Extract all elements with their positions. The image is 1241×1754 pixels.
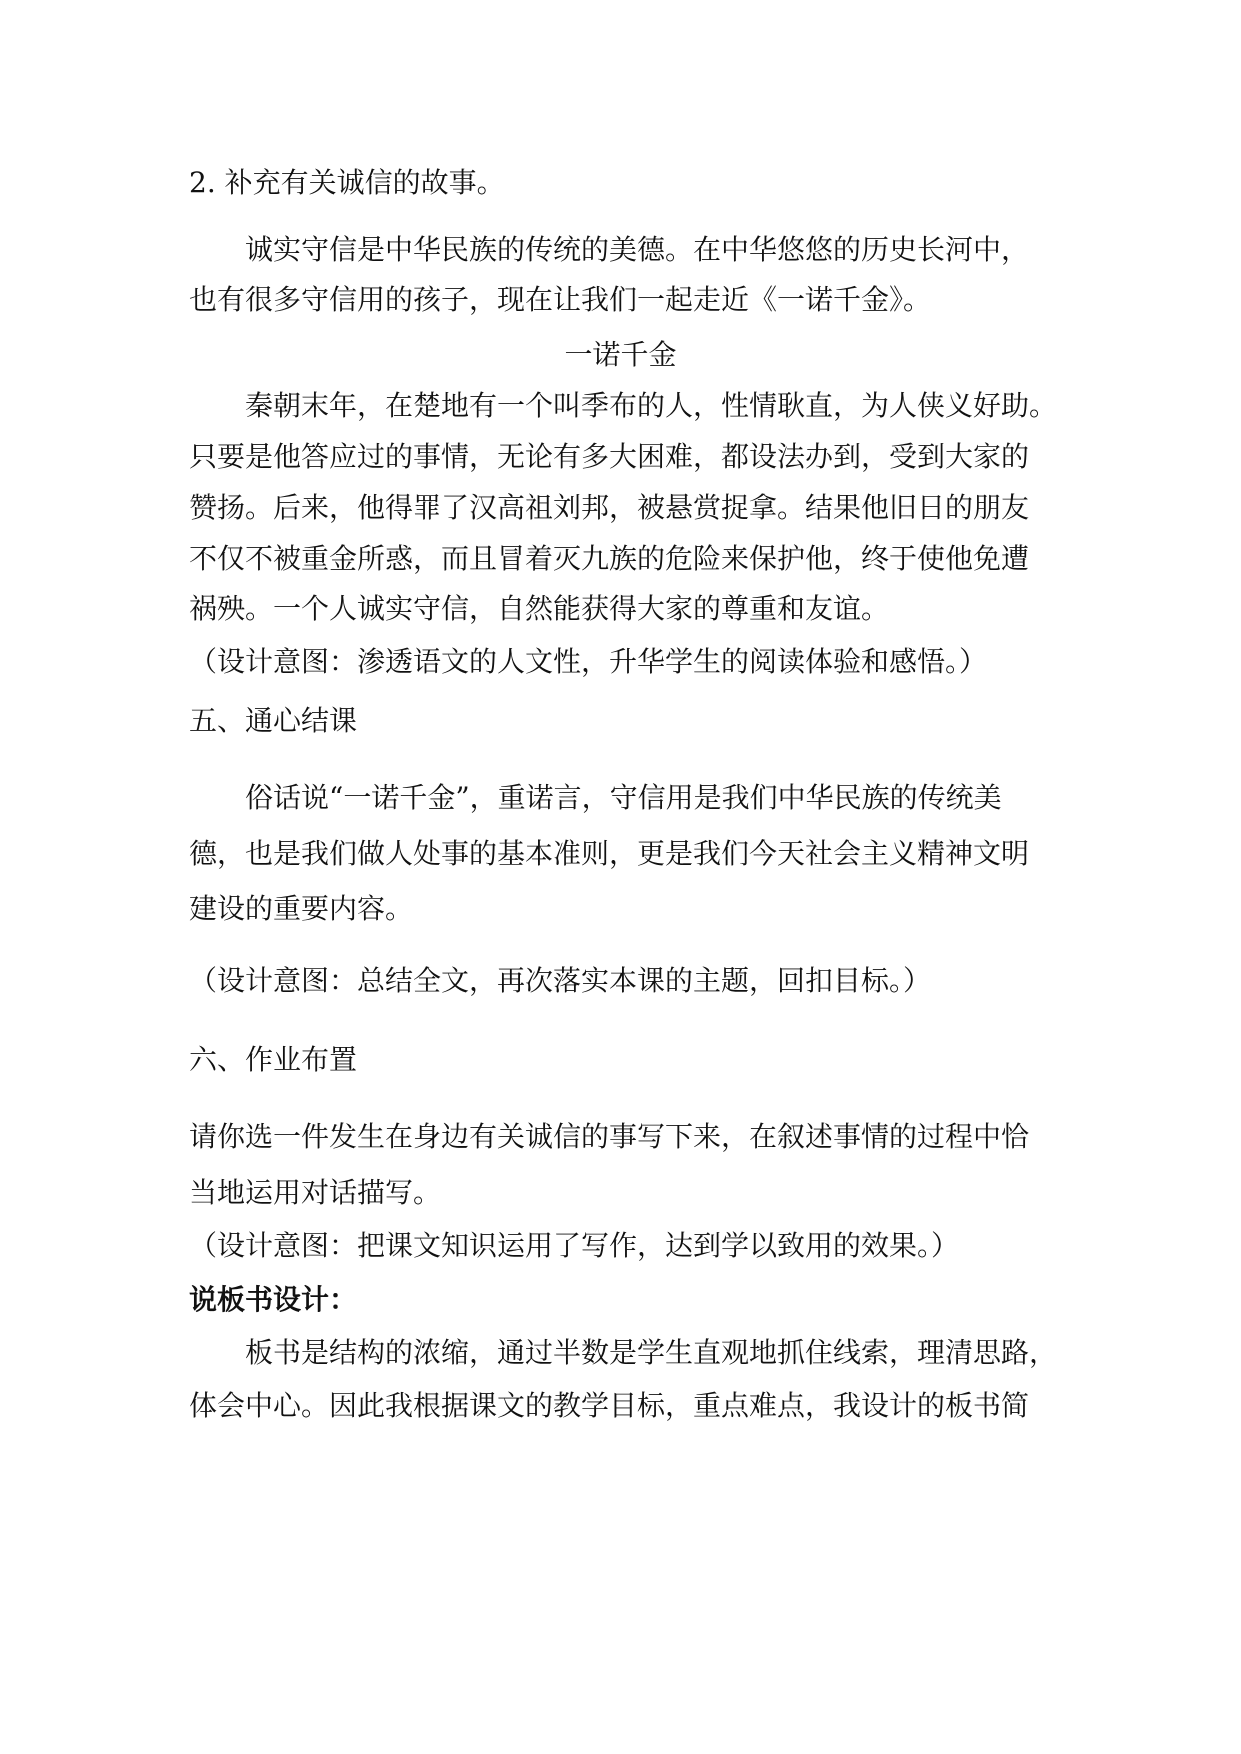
story-line: 不仅不被重金所惑，而且冒着灭九族的危险来保护他，终于使他免遭 <box>189 542 1030 575</box>
section-heading: 六、作业布置 <box>189 1043 358 1076</box>
design-note: （设计意图：渗透语文的人文性，升华学生的阅读体验和感悟。） <box>189 645 988 678</box>
story-line: 只要是他答应过的事情，无论有多大困难，都设法办到，受到大家的 <box>189 440 1030 473</box>
board-line: 板书是结构的浓缩，通过半数是学生直观地抓住线索，理清思路， <box>245 1336 1058 1369</box>
design-note: （设计意图：把课文知识运用了写作，达到学以致用的效果。） <box>189 1229 960 1262</box>
section5-line: 俗话说“一诺千金”，重诺言，守信用是我们中华民族的传统美 <box>245 781 1002 814</box>
intro-line: 诚实守信是中华民族的传统的美德。在中华悠悠的历史长河中， <box>245 233 1030 266</box>
story-line: 祸殃。一个人诚实守信，自然能获得大家的尊重和友谊。 <box>189 592 890 625</box>
story-line: 赞扬。后来，他得罪了汉高祖刘邦，被悬赏捉拿。结果他旧日的朋友 <box>189 491 1030 524</box>
intro-line: 也有很多守信用的孩子，现在让我们一起走近《一诺千金》。 <box>189 283 932 316</box>
section5-line: 德，也是我们做人处事的基本准则，更是我们今天社会主义精神文明 <box>189 837 1030 870</box>
section-heading: 五、通心结课 <box>189 704 358 737</box>
board-line: 体会中心。因此我根据课文的教学目标，重点难点，我设计的板书简 <box>189 1389 1030 1422</box>
story-title: 一诺千金 <box>564 338 677 371</box>
section6-line: 请你选一件发生在身边有关诚信的事写下来，在叙述事情的过程中恰 <box>189 1120 1030 1153</box>
supplement-heading: 2. 补充有关诚信的故事。 <box>189 166 505 199</box>
board-heading: 说板书设计： <box>189 1283 358 1316</box>
section6-line: 当地运用对话描写。 <box>189 1176 442 1209</box>
story-line: 秦朝末年，在楚地有一个叫季布的人，性情耿直，为人侠义好助。 <box>245 389 1058 422</box>
design-note: （设计意图：总结全文，再次落实本课的主题，回扣目标。） <box>189 964 932 997</box>
section5-line: 建设的重要内容。 <box>189 892 414 925</box>
